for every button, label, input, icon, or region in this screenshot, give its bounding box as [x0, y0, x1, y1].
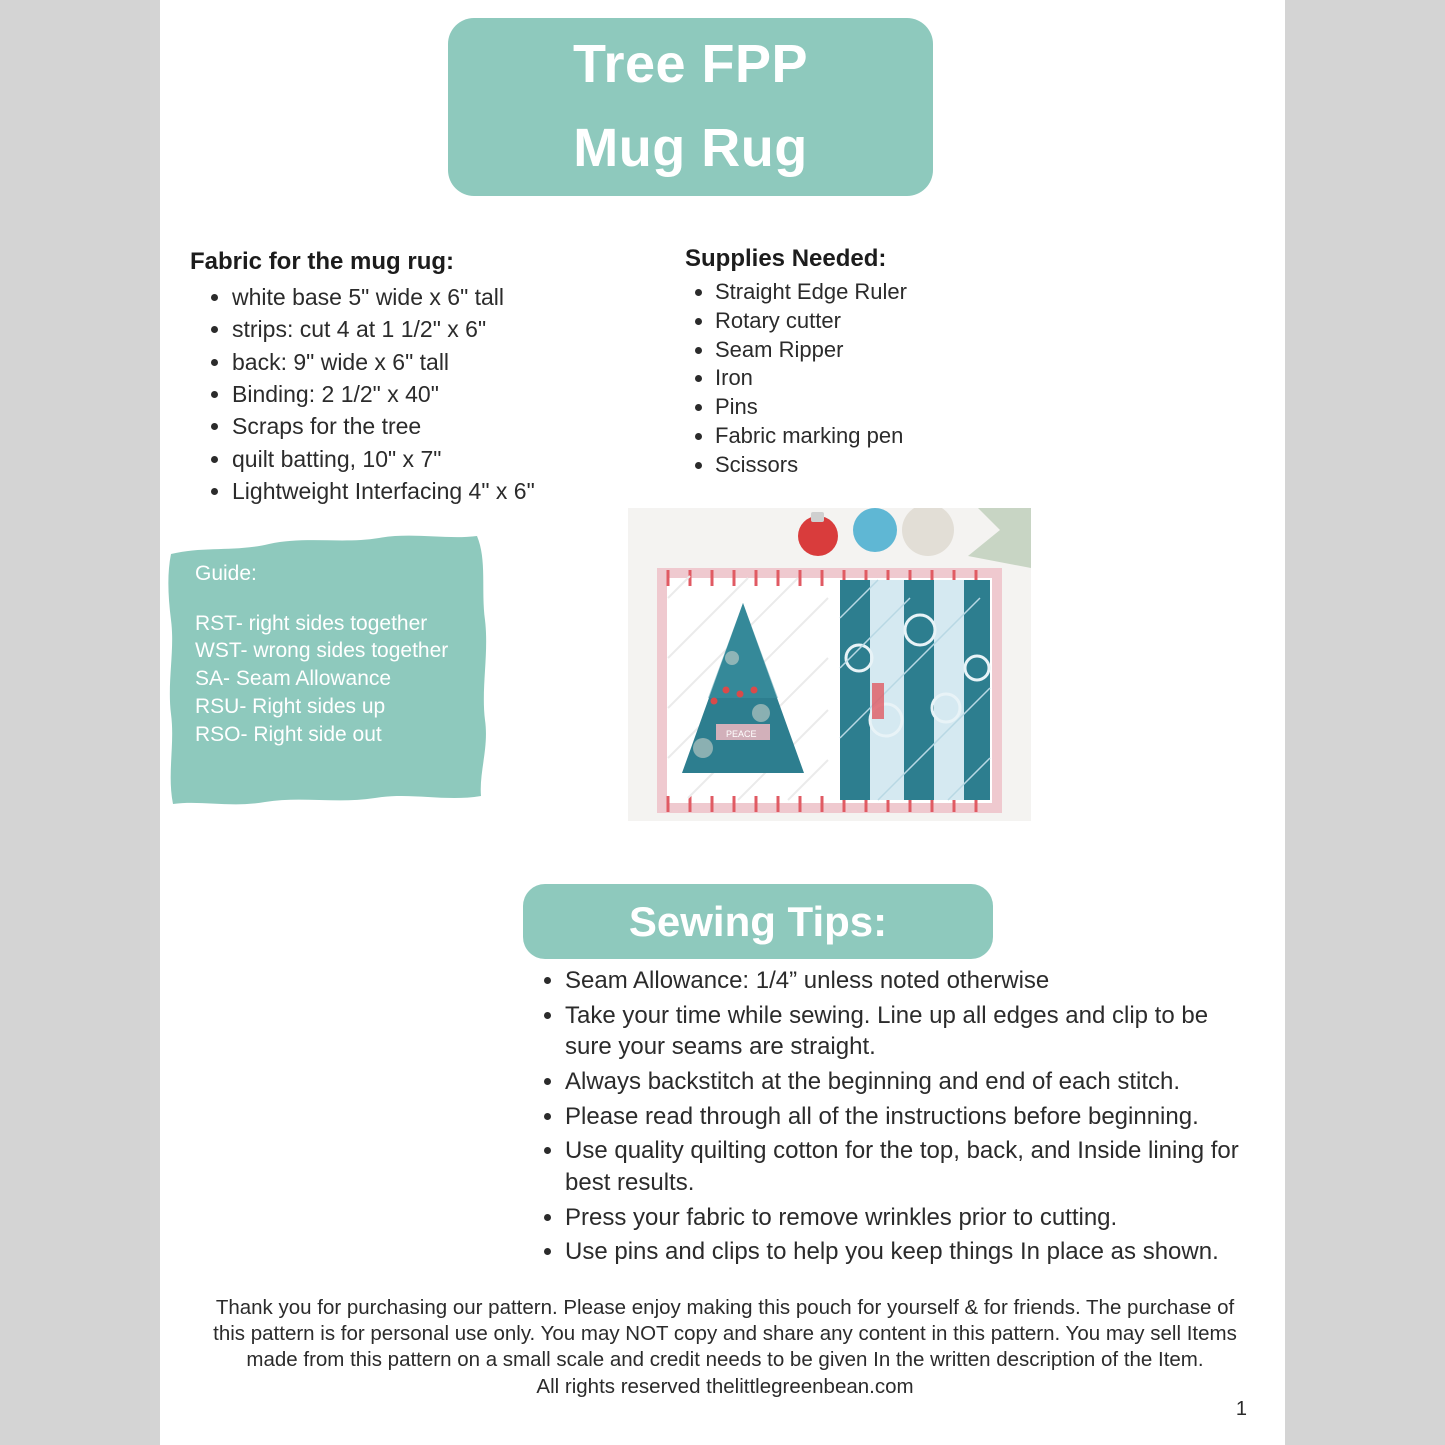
guide-line: RST- right sides together: [195, 611, 428, 635]
list-item: • quilt batting, 10" x 7": [232, 444, 630, 474]
list-item: • Iron: [715, 365, 1085, 392]
list-item: • Scissors: [715, 452, 1085, 479]
footer-text: [200, 1295, 1250, 1400]
fabric-heading: Fabric for the mug rug:: [190, 248, 454, 275]
page-title-line-2: Mug Rug: [573, 118, 808, 178]
supplies-section: [685, 245, 1085, 481]
list-item: • Scraps for the tree: [232, 411, 630, 441]
guide-text: [195, 560, 448, 748]
page-title-line-1: Tree FPP: [572, 34, 809, 95]
page-number: 1: [1235, 1398, 1247, 1420]
footer-line: All rights reserved thelittlegreenbean.com: [536, 1374, 914, 1398]
guide-callout: [165, 520, 495, 820]
guide-line: WST- wrong sides together: [195, 639, 449, 663]
list-item: • Press your fabric to remove wrinkles prior to cutting.: [565, 1202, 1255, 1234]
guide-line: RSO- Right side out: [195, 722, 382, 746]
list-item: • Pins: [715, 394, 1085, 421]
fabric-list: [190, 282, 630, 507]
product-photo: [628, 508, 1031, 821]
sewing-tips-list: [530, 965, 1255, 1268]
supplies-list: [685, 279, 1085, 479]
list-item: • Always backstitch at the beginning and end of each stitch.: [565, 1066, 1255, 1098]
list-item: • Binding: 2 1/2" x 40": [232, 379, 630, 409]
list-item: • Lightweight Interfacing 4" x 6": [232, 476, 630, 506]
fabric-section: [190, 248, 630, 509]
footer-line: this pattern is for personal use only. You may NOT copy and share any content in this pattern. You may sell Items: [213, 1322, 1237, 1346]
guide-line: RSU- Right sides up: [195, 694, 386, 718]
list-item: • white base 5" wide x 6" tall: [232, 282, 630, 312]
document-page: [160, 0, 1285, 1445]
guide-heading: Guide:: [195, 562, 257, 585]
sewing-tips-badge: [523, 884, 993, 959]
page-title-badge: [448, 18, 933, 196]
list-item: • Please read through all of the instructions before beginning.: [565, 1101, 1255, 1133]
supplies-heading: Supplies Needed:: [685, 245, 887, 272]
list-item: • Fabric marking pen: [715, 423, 1085, 450]
footer-line: Thank you for purchasing our pattern. Please enjoy making this pouch for yourself & for friends. The purchase of: [215, 1296, 1235, 1319]
list-item: • Take your time while sewing. Line up all edges and clip to be sure your seams are straight.: [565, 1000, 1255, 1063]
footer-line: made from this pattern on a small scale and credit needs to be given In the written description of the Item.: [246, 1348, 1204, 1372]
list-item: • Seam Allowance: 1/4” unless noted otherwise: [565, 965, 1255, 997]
list-item: • strips: cut 4 at 1 1/2" x 6": [232, 314, 630, 344]
sewing-tips-section: [530, 965, 1255, 1271]
svg-text:PEACE: PEACE: [726, 729, 757, 739]
list-item: • Rotary cutter: [715, 308, 1085, 335]
guide-line: SA- Seam Allowance: [195, 667, 392, 691]
list-item: • Use quality quilting cotton for the top, back, and Inside lining for best results.: [565, 1135, 1255, 1198]
sewing-tips-heading: Sewing Tips:: [628, 897, 888, 945]
list-item: • back: 9" wide x 6" tall: [232, 347, 630, 377]
list-item: • Straight Edge Ruler: [715, 279, 1085, 306]
list-item: • Seam Ripper: [715, 337, 1085, 364]
list-item: • Use pins and clips to help you keep things In place as shown.: [565, 1236, 1255, 1268]
mug-rug-illustration-icon: [628, 508, 1031, 821]
